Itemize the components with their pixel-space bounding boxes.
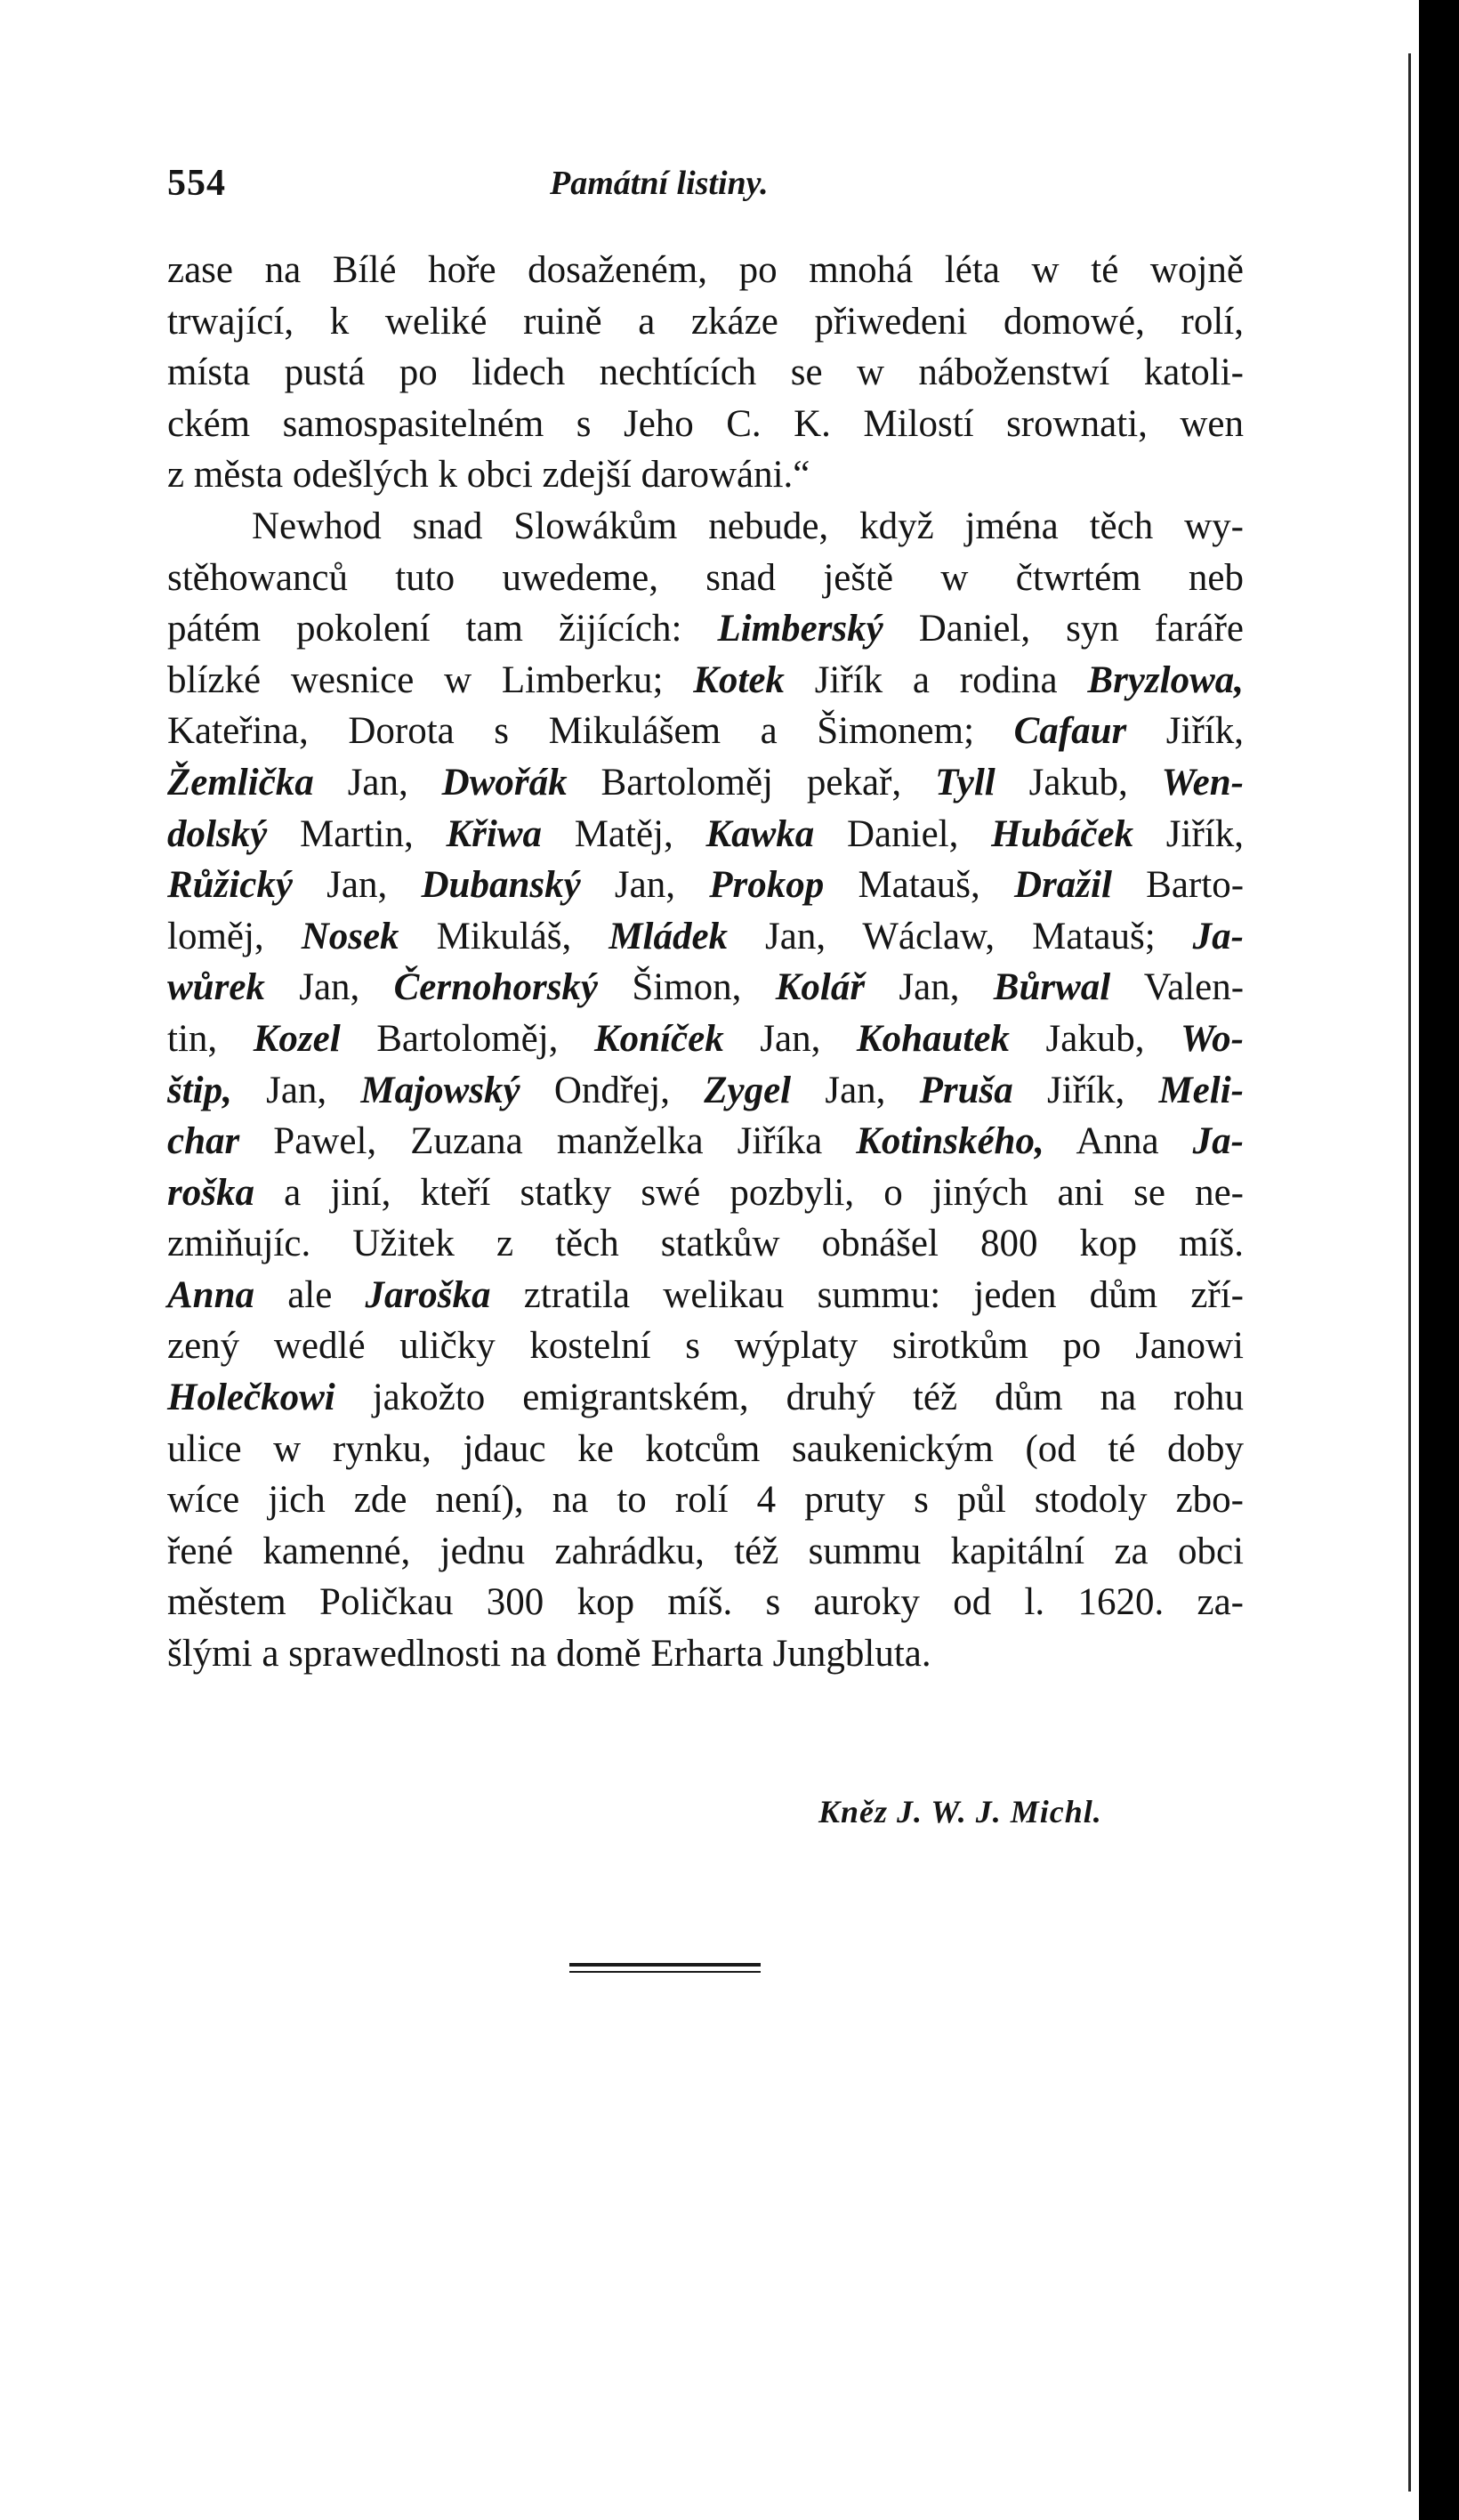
italic-name: Dražil — [1014, 864, 1112, 907]
running-head — [167, 162, 1244, 215]
text-run: Newhod snad Slowákům nebude, když jména těch wy- — [252, 505, 1244, 547]
italic-name: Cafaur — [1013, 710, 1127, 753]
italic-name: Žemlička — [167, 761, 314, 804]
section-rule-bottom — [569, 1971, 761, 1973]
italic-name: Wen- — [1161, 761, 1244, 804]
text-run: místa pustá po lidech nechtících se w náboženstwí katoli- — [167, 351, 1244, 394]
text-run: Jan, — [791, 1069, 920, 1111]
text-run: ale — [254, 1273, 366, 1316]
italic-name: Bryzlowa, — [1087, 658, 1245, 701]
text-line — [167, 1218, 1244, 1270]
text-line — [167, 1270, 1244, 1321]
text-run: loměj, — [167, 915, 302, 957]
text-line — [167, 757, 1244, 809]
text-line — [167, 449, 1244, 501]
text-run: Jiřík, — [1133, 812, 1244, 855]
italic-name: Kotek — [693, 658, 785, 701]
text-run: stěhowanců tuto uwedeme, snad ještě w čtwrtém neb — [167, 556, 1244, 599]
text-run: Jan, — [865, 966, 994, 1009]
body-text — [167, 245, 1244, 1680]
text-line — [167, 706, 1244, 757]
italic-name: Kohautek — [856, 1017, 1010, 1060]
text-run: Jiřík, — [1126, 710, 1245, 753]
running-title: Památní listiny. — [550, 165, 769, 202]
text-line — [167, 1372, 1244, 1424]
italic-name: Limberský — [717, 608, 883, 650]
text-line — [167, 1065, 1244, 1117]
text-run: Ondřej, — [520, 1069, 705, 1111]
italic-name: Koníček — [593, 1017, 724, 1060]
text-run: Daniel, — [814, 812, 992, 855]
italic-name: Kolář — [775, 966, 866, 1009]
text-run: ulice w rynku, jdauc ke kotcům saukenickým (od té doby — [167, 1427, 1244, 1470]
text-line — [167, 1577, 1244, 1628]
italic-name: Anna — [167, 1273, 255, 1316]
text-line — [167, 655, 1244, 707]
text-run: Barto- — [1111, 864, 1245, 907]
signature: Kněz J. W. J. Michl. — [818, 1794, 1102, 1829]
italic-name: Meli- — [1158, 1069, 1244, 1111]
text-line — [167, 245, 1244, 296]
text-line — [167, 1424, 1244, 1475]
text-line — [167, 1116, 1244, 1167]
text-line — [167, 962, 1244, 1014]
italic-name: wůrek — [167, 966, 265, 1009]
text-run: Mikuláš, — [399, 915, 609, 957]
text-run: Jan, Wáclaw, Matauš; — [728, 915, 1193, 957]
text-run: Daniel, syn faráře — [883, 608, 1244, 650]
text-run: a jiní, kteří statky swé pozbyli, o jiných ani se ne- — [254, 1171, 1244, 1214]
text-run: Martin, — [267, 812, 447, 855]
italic-name: Prokop — [709, 864, 825, 907]
text-line — [167, 911, 1244, 963]
italic-name: Holečkowi — [167, 1377, 335, 1419]
italic-name: char — [167, 1120, 240, 1163]
italic-name: Tyll — [935, 761, 996, 804]
italic-name: dolský — [167, 812, 268, 855]
text-run: z města odešlých k obci zdejší darowáni.“ — [167, 454, 810, 497]
text-run: Pawel, Zuzana manželka Jiříka — [239, 1120, 857, 1163]
text-line — [167, 296, 1244, 348]
text-run: trwající, k weliké ruině a zkáze přiwedeni domowé, rolí, — [167, 300, 1244, 343]
text-line — [167, 399, 1244, 450]
italic-name: Dwořák — [441, 761, 568, 804]
text-line — [167, 1628, 1244, 1680]
text-run: Šimon, — [598, 966, 776, 1009]
page-edge-line — [1408, 53, 1411, 2492]
italic-name: Pruša — [919, 1069, 1013, 1111]
text-line — [167, 553, 1244, 604]
text-run: zmiňujíc. Užitek z těch statkůw obnášel 800 kop míš. — [167, 1223, 1244, 1265]
page-number: 554 — [167, 163, 226, 204]
text-run: Bartoloměj pekař, — [567, 761, 936, 804]
italic-name: roška — [167, 1171, 254, 1214]
text-run: Jakub, — [1009, 1017, 1181, 1060]
italic-name: Jaroška — [365, 1273, 491, 1316]
text-line — [167, 1526, 1244, 1578]
italic-name: Kozel — [253, 1017, 341, 1060]
text-line — [167, 1167, 1244, 1219]
text-line — [167, 347, 1244, 399]
text-run: Jiřík, — [1012, 1069, 1159, 1111]
text-run: Jan, — [723, 1017, 857, 1060]
text-run: jakožto emigrantském, druhý též dům na rohu — [335, 1377, 1244, 1419]
text-line — [167, 809, 1244, 860]
text-run: Matauš, — [824, 864, 1015, 907]
italic-name: Bůrwal — [993, 966, 1111, 1009]
section-rule-top — [569, 1963, 761, 1967]
text-run: ztratila welikau summu: jeden dům zří- — [490, 1273, 1245, 1316]
text-run: Anna — [1044, 1120, 1193, 1163]
text-run: tin, — [167, 1017, 254, 1060]
text-run: šlými a sprawedlnosti na domě Erharta Jungbluta. — [167, 1633, 931, 1676]
text-run: Jan, — [231, 1069, 361, 1111]
text-line — [167, 860, 1244, 911]
text-line — [167, 1014, 1244, 1065]
text-run: Matěj, — [542, 812, 706, 855]
italic-name: Mládek — [609, 915, 729, 957]
italic-name: Nosek — [301, 915, 399, 957]
text-line — [167, 501, 1244, 553]
text-line — [167, 1321, 1244, 1372]
text-run: zase na Bílé hoře dosaženém, po mnohá léta w té wojně — [167, 249, 1244, 291]
text-run: městem Poličkau 300 kop míš. s auroky od l. 1620. za- — [167, 1581, 1244, 1624]
italic-name: Křiwa — [446, 812, 542, 855]
italic-name: Ja- — [1192, 1120, 1244, 1163]
text-run: Jan, — [313, 761, 442, 804]
text-line — [167, 603, 1244, 655]
text-run: Jan, — [580, 864, 710, 907]
text-run: Kateřina, Dorota s Mikulášem a Šimonem; — [167, 710, 1014, 753]
italic-name: Kotinského, — [856, 1120, 1044, 1163]
text-run: zený wedlé uličky kostelní s wýplaty sirotkům po Janowi — [167, 1325, 1244, 1368]
italic-name: Majowský — [360, 1069, 520, 1111]
italic-name: Kawka — [705, 812, 815, 855]
italic-name: Dubanský — [421, 864, 581, 907]
italic-name: Hubáček — [991, 812, 1134, 855]
text-run: Valen- — [1110, 966, 1245, 1009]
text-run: řené kamenné, jednu zahrádku, též summu kapitální za obci — [167, 1530, 1244, 1572]
text-run: ckém samospasitelném s Jeho C. K. Milostí srownati, wen — [167, 402, 1244, 445]
text-run: Jan, — [264, 966, 394, 1009]
text-run: wíce jich zde není), na to rolí 4 pruty s půl stodoly zbo- — [167, 1479, 1244, 1522]
text-run: Jakub, — [995, 761, 1162, 804]
italic-name: Wo- — [1181, 1017, 1244, 1060]
italic-name: Růžický — [167, 864, 293, 907]
text-run: Jan, — [292, 864, 422, 907]
text-line — [167, 1474, 1244, 1526]
text-run: blízké wesnice w Limberku; — [167, 658, 694, 701]
italic-name: Ja- — [1192, 915, 1244, 957]
text-run: pátém pokolení tam žijících: — [167, 608, 718, 650]
italic-name: Zygel — [704, 1069, 792, 1111]
text-run: Bartoloměj, — [340, 1017, 594, 1060]
italic-name: Černohorský — [393, 966, 599, 1009]
text-run: Jiřík a rodina — [784, 658, 1088, 701]
scan-border — [1419, 0, 1459, 2520]
italic-name: štip, — [167, 1069, 232, 1111]
